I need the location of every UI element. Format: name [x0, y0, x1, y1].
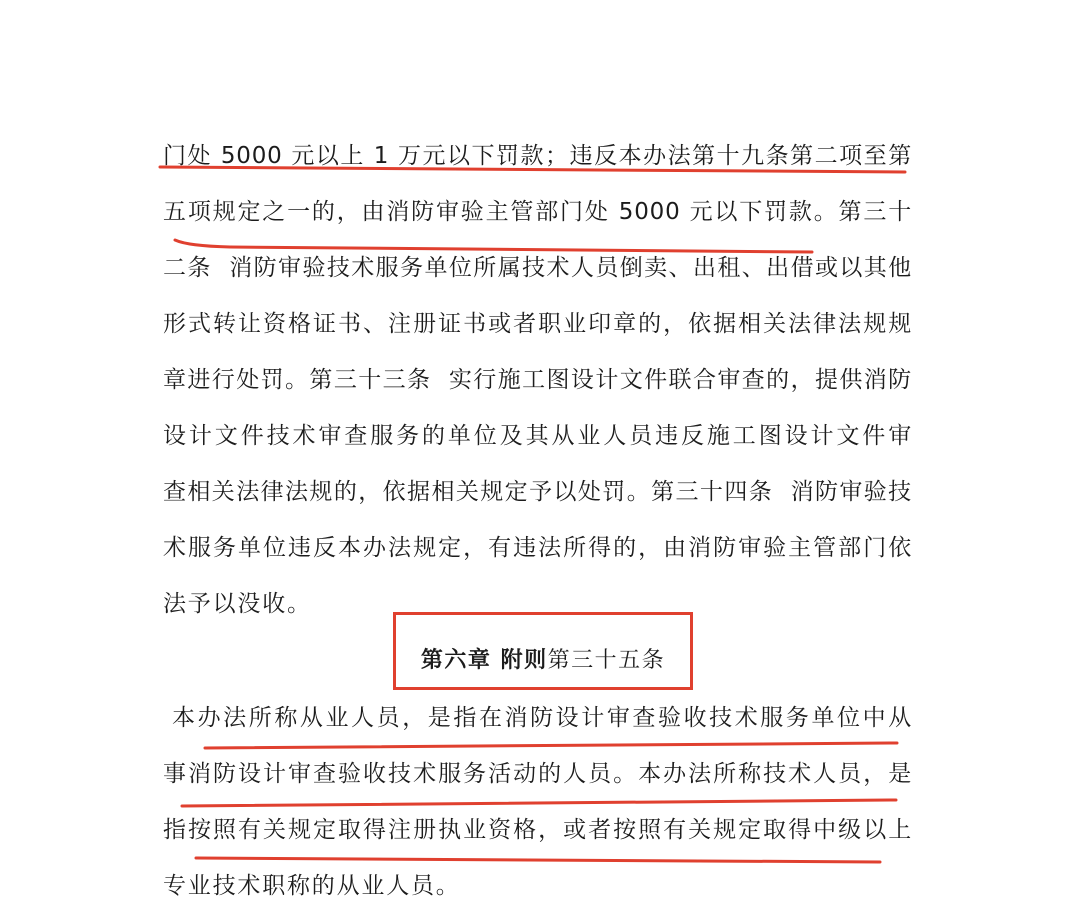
text-line-last: 专业技术职称的从业人员。	[163, 873, 461, 899]
text-line: 指按照有关规定取得注册执业资格，或者按照有关规定取得中级以上	[163, 817, 912, 843]
text-line: 二条 消防审验技术服务单位所属技术人员倒卖、出租、出借或以其他	[163, 255, 912, 281]
text-line-last: 法予以没收。	[163, 591, 312, 617]
text-line: 本办法所称从业人员，是指在消防设计审查验收技术服务单位中从	[172, 705, 912, 731]
text-line: 章进行处罚。第三十三条 实行施工图设计文件联合审查的，提供消防	[163, 367, 912, 393]
text-line: 查相关法律法规的，依据相关规定予以处罚。第三十四条 消防审验技	[163, 479, 912, 505]
text-line: 事消防设计审查验收技术服务活动的人员。本办法所称技术人员，是	[163, 761, 912, 787]
chapter-heading	[421, 646, 665, 676]
text-line: 设计文件技术审查服务的单位及其从业人员违反施工图设计文件审	[163, 423, 912, 449]
chapter-heading-box	[393, 612, 693, 690]
article-number: 第三十五条	[547, 648, 666, 673]
text-line: 术服务单位违反本办法规定，有违法所得的，由消防审验主管部门依	[163, 535, 912, 561]
text-line: 五项规定之一的，由消防审验主管部门处 5000 元以下罚款。第三十	[163, 199, 912, 225]
text-line: 形式转让资格证书、注册证书或者职业印章的，依据相关法律法规规	[163, 311, 912, 337]
text-line: 门处 5000 元以上 1 万元以下罚款；违反本办法第十九条第二项至第	[163, 143, 912, 169]
paragraph-before-chapter	[163, 128, 912, 632]
chapter-title: 第六章 附则	[420, 648, 548, 673]
paragraph-after-chapter	[163, 690, 912, 914]
